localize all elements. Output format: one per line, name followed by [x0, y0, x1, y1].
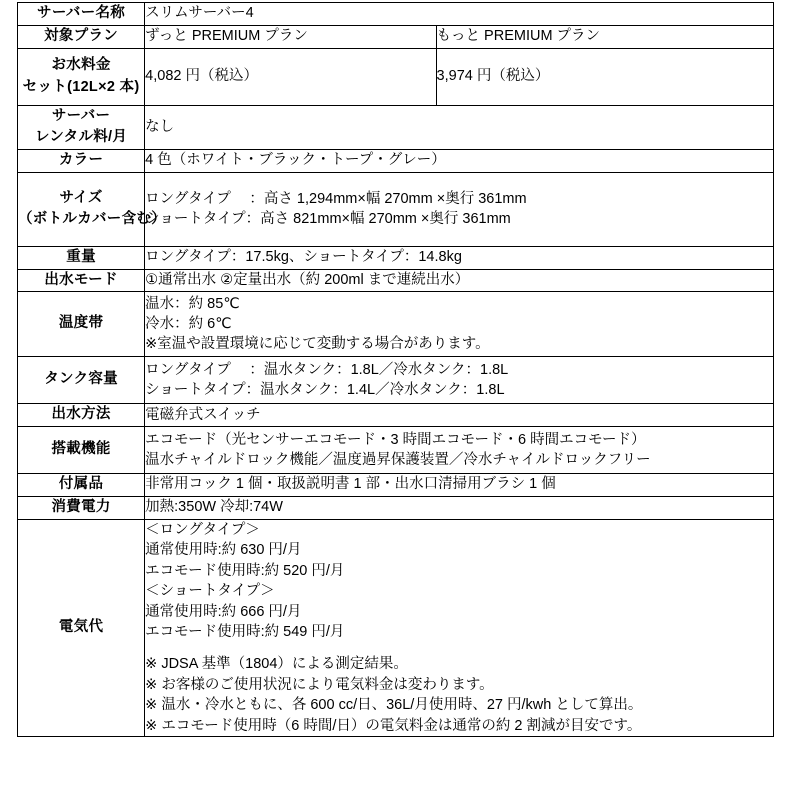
electricity-notes-spacer [145, 643, 773, 654]
row-value-dispense-mode: ①通常出水 ②定量出水（約 200ml まで連続出水） [145, 269, 774, 292]
electricity-note: ※ エコモード使用時（6 時間/日）の電気料金は通常の約 2 割減が目安です。 [145, 717, 642, 734]
table-row [18, 427, 774, 474]
row-label-color: カラー [18, 150, 145, 173]
table-row [18, 519, 774, 737]
table-row [18, 246, 774, 269]
spec-table-container [17, 2, 774, 737]
row-value-size: ロングタイプ ：高さ 1,294mm×幅 270mm ×奥行 361mm ショートタイプ：高さ 821mm×幅 270mm ×奥行 361mm [145, 172, 774, 246]
row-value-water-price-a: 4,082 円（税込） [145, 48, 436, 105]
row-label-size: サイズ （ボトルカバー含む） [18, 172, 145, 246]
row-label-tank-capacity: タンク容量 [18, 357, 145, 404]
table-row [18, 48, 774, 105]
spec-table-body [18, 3, 774, 737]
table-row [18, 3, 774, 26]
electricity-note: ※ 温水・冷水ともに、各 600 cc/日、36L/月使用時、27 円/kwh として算出。 [145, 697, 643, 714]
row-value-dispense-method: 電磁弁式スイッチ [145, 404, 774, 427]
row-value-temperature: 温水：約 85℃ 冷水：約 6℃ ※室温や設置環境に応じて変動する場合があります。 [145, 292, 774, 357]
row-value-color: 4 色（ホワイト・ブラック・トープ・グレー） [145, 150, 774, 173]
table-row [18, 404, 774, 427]
table-row [18, 25, 774, 48]
row-label-weight: 重量 [18, 246, 145, 269]
row-label-features: 搭載機能 [18, 427, 145, 474]
electricity-note: ※ JDSA 基準（1804）による測定結果。 [145, 655, 408, 672]
row-value-accessories: 非常用コック 1 個・取扱説明書 1 部・出水口清掃用ブラシ 1 個 [145, 474, 774, 497]
row-value-power-consumption: 加熱:350W 冷却:74W [145, 496, 774, 519]
row-value-server-name: スリムサーバー4 [145, 3, 774, 26]
table-row [18, 357, 774, 404]
product-spec-table [17, 2, 774, 737]
row-value-target-plan-a: ずっと PREMIUM プラン [145, 25, 436, 48]
table-row [18, 474, 774, 497]
table-row [18, 105, 774, 150]
table-row [18, 496, 774, 519]
row-label-electricity-cost: 電気代 [18, 519, 145, 737]
row-label-dispense-method: 出水方法 [18, 404, 145, 427]
row-value-features: エコモード（光センサーエコモード・3 時間エコモード・6 時間エコモード） 温水チャイルドロック機能／温度過昇保護装置／冷水チャイルドロックフリー [145, 427, 774, 474]
row-label-temperature: 温度帯 [18, 292, 145, 357]
row-value-weight: ロングタイプ：17.5kg、ショートタイプ：14.8kg [145, 246, 774, 269]
row-value-electricity-cost: ＜ロングタイプ＞ 通常使用時:約 630 円/月 エコモード使用時:約 520 円/月 ＜ショートタイプ＞ 通常使用時:約 666 円/月 エコモード使用時:約 549 円/月 ※ JDSA 基準（1804）による測定結果。 ※ お客様のご使用状況により電気料金は変わります。 ※ 温水・冷水ともに、各 600 cc/日、36L/月使用時、27 円/kwh として算出。 ※ エコモード使用時（6 時間/日）の電気料金は通常の約 2 割減が目安です。 [145, 519, 774, 737]
table-row [18, 150, 774, 173]
row-value-target-plan-b: もっと PREMIUM プラン [436, 25, 773, 48]
row-label-target-plan: 対象プラン [18, 25, 145, 48]
row-label-water-price: お水料金 セット(12L×2 本) [18, 48, 145, 105]
table-row [18, 292, 774, 357]
row-label-power-consumption: 消費電力 [18, 496, 145, 519]
electricity-note: ※ お客様のご使用状況により電気料金は変わります。 [145, 676, 494, 693]
row-value-tank-capacity: ロングタイプ ：温水タンク：1.8L／冷水タンク：1.8L ショートタイプ：温水タンク：1.4L／冷水タンク：1.8L [145, 357, 774, 404]
row-value-rental-fee: なし [145, 105, 774, 150]
table-row [18, 269, 774, 292]
row-label-server-name: サーバー名称 [18, 3, 145, 26]
table-row [18, 172, 774, 246]
row-label-dispense-mode: 出水モード [18, 269, 145, 292]
row-label-rental-fee: サーバー レンタル料/月 [18, 105, 145, 150]
row-value-water-price-b: 3,974 円（税込） [436, 48, 773, 105]
row-label-accessories: 付属品 [18, 474, 145, 497]
